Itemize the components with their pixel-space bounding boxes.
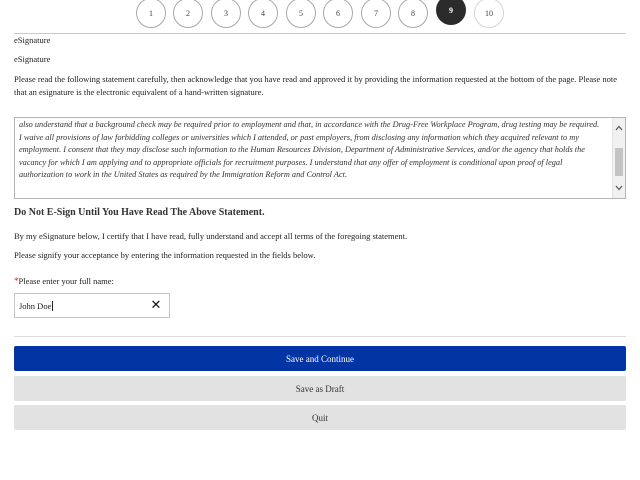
step-4[interactable]: 4 bbox=[248, 0, 278, 28]
full-name-label bbox=[14, 275, 114, 288]
page-subtitle: eSignature bbox=[14, 54, 51, 64]
save-as-draft-button[interactable]: Save as Draft bbox=[14, 376, 626, 401]
signify-text: Please signify your acceptance by entering the information requested in the fields below. bbox=[14, 250, 316, 260]
step-7[interactable]: 7 bbox=[361, 0, 391, 28]
chevron-up-icon[interactable] bbox=[613, 122, 625, 134]
full-name-value-text: John Doe bbox=[19, 301, 52, 311]
section-title: eSignature bbox=[14, 35, 51, 45]
step-9-current[interactable]: 9 bbox=[436, 0, 466, 25]
step-5[interactable]: 5 bbox=[286, 0, 316, 28]
statement-text: also understand that a background check may be required prior to employment and that, in accordance with the Drug-Free Workplace Program, drug testing may be required. I waive all provisions of law forbidding colleges or universities which I attended, or past employers, from disclosing any information which they acquired relevant to my employment. I consent that they may disclose such information to the Human Resources Division, Department of Administrative Services, and/or the agency that holds the vacancy for which I am applying and to appropriate officials for recruitment purposes. I understand that any offer of employment is conditional upon proof of legal authorization to work in the United States as required by the Immigration Reform and Control Act. bbox=[19, 120, 600, 179]
step-3[interactable]: 3 bbox=[211, 0, 241, 28]
step-6[interactable]: 6 bbox=[323, 0, 353, 28]
step-1[interactable]: 1 bbox=[136, 0, 166, 28]
step-10[interactable]: 10 bbox=[474, 0, 504, 28]
full-name-value[interactable] bbox=[19, 301, 53, 311]
step-2[interactable]: 2 bbox=[173, 0, 203, 28]
statement-scrollbar[interactable] bbox=[612, 118, 625, 198]
statement-scrollbox[interactable] bbox=[14, 117, 626, 199]
certify-text: By my eSignature below, I certify that I have read, fully understand and accept all terms of the foregoing statement. bbox=[14, 231, 408, 241]
form-divider bbox=[14, 336, 626, 337]
esign-warning-heading: Do Not E-Sign Until You Have Read The Above Statement. bbox=[14, 207, 265, 218]
save-and-continue-button[interactable]: Save and Continue bbox=[14, 346, 626, 371]
required-marker: * bbox=[14, 276, 19, 286]
text-caret bbox=[52, 301, 53, 311]
full-name-input[interactable] bbox=[14, 293, 170, 318]
chevron-down-icon[interactable] bbox=[613, 182, 625, 194]
header-divider bbox=[14, 33, 626, 34]
close-icon[interactable]: ✕ bbox=[150, 298, 162, 313]
progress-stepper bbox=[0, 0, 640, 30]
quit-button[interactable]: Quit bbox=[14, 405, 626, 430]
scrollbar-thumb[interactable] bbox=[615, 148, 623, 176]
intro-text: Please read the following statement carefully, then acknowledge that you have read and approved it by providing the information requested at the bottom of the page. Please note that an esignature is the electronic equivalent of a hand-written signature. bbox=[14, 74, 617, 97]
full-name-label-text: Please enter your full name: bbox=[18, 276, 114, 286]
step-8[interactable]: 8 bbox=[398, 0, 428, 28]
